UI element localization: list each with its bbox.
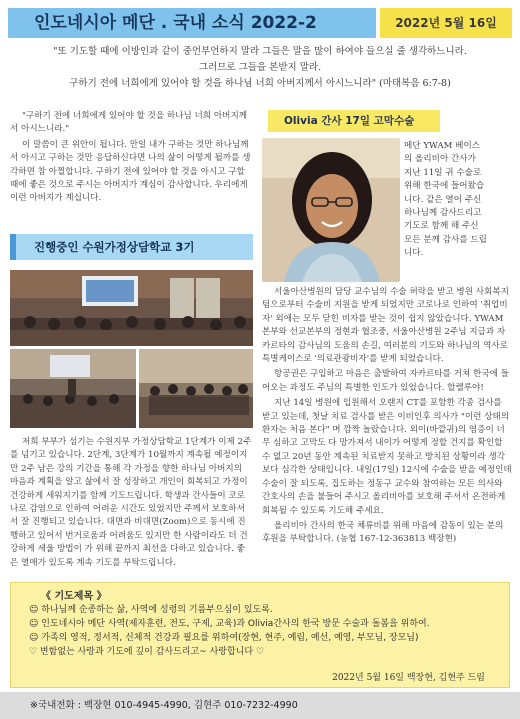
verse-line: "또 기도할 때에 이방인과 같이 중언부언하지 말라 그들은 말을 많이 하여야 들으실 줄 생각하느니라. <box>53 46 467 57</box>
title-bar <box>8 8 512 38</box>
olivia-paragraph: 항공권은 구입하고 마음은 출발하여 자카르타를 거쳐 한국에 들어오는 과정도 주님의 특별한 인도가 있었습니다. 할렐루야! <box>262 369 509 393</box>
school-text <box>10 436 253 570</box>
signature: 2022년 5월 16일 백장현, 김현주 드림 <box>332 673 485 683</box>
prayer-title: 《 기도제목 》 <box>41 591 107 602</box>
bible-verse <box>10 44 510 92</box>
olivia-paragraph: 서울아산병원의 담당 교수님의 수술 허락을 받고 병원 사회복지 팀으로부터 수술비 지원을 받게 되었지만 코로나로 인하여 '취업비자' 외에는 모두 닫힌 비자를 받는 것이 쉽지 않았습니다. YWAM 본부와 선교본부의 정현과 협조중, 서울아산병원 2주님 지급과 자카르타의 감사님의 도움의 손길, 여러분의 기도와 하나님의 역사로 특별케이스로 '의료관광비자'를 받게 되었습니다. <box>262 287 509 365</box>
school-photo-grid <box>10 270 253 428</box>
side-line: 니다. 같은 열어 주신 <box>404 194 482 205</box>
side-line: 의 올리비아 간사가 <box>404 154 476 165</box>
intro-paragraph: 이 말씀이 큰 위안이 됩니다. 만일 내가 구하는 것만 하나님께서 아시고 구하는 것만 응답하신다면 나의 삶이 어떻게 될까를 생각하면 참 아찔합니다. 구하기 전에 있어야 할 것을 아시고 구할 때에 좋은 것으로 주시는 아버지가 계심이 감사합니다. 우리에게 이런 아버지가 계십니다. <box>10 139 251 204</box>
prayer-item: ☺ 가족의 영적, 정서적, 신체적 건강과 필요를 위하여(장현, 현주, 예림, 예선, 예영, 부모님, 장모님) <box>29 633 419 643</box>
verse-line: 구하기 전에 너희에게 있어야 할 것을 하나님 너희 아버지께서 아시느니라" (마태복음 6:7-8) <box>69 78 451 89</box>
prayer-item: ☺ 하나님께 순종하는 삶, 사역에 성령의 기름부으심이 있도록. <box>29 605 273 615</box>
classroom-photo <box>10 270 253 346</box>
intro-quote: "구하기 전에 너희에게 있어야 할 것을 하나님 너희 아버지께서 아시느니라." <box>10 111 248 135</box>
side-line: 기도로 함께 해 주신 <box>404 221 479 232</box>
prayer-item: ♡ 변함없는 사랑과 기도에 깊이 감사드리고~ 사랑합니다 ♡ <box>29 647 264 657</box>
prayer-list <box>29 603 505 659</box>
school-section-heading: 진행중인 수원가정상담학교 3기 <box>10 234 253 260</box>
olivia-paragraph: 지난 14일 병원에 입원해서 오랜지 CT를 포함한 각종 검사를 받고 있는데, 첫날 치료 검사를 받은 이비인후 의사가 "이런 상태의 환자는 처음 본다" 며 깜짝 놀랐습니다. 외이(바깥귀)의 염증이 너무 심하고 고막도 다 망가져서 내이가 어떻게 정할 건지를 확인할 수 없고 20년 동안 계속된 치료받지 못하고 방치된 상황이라 생각보다 심각한 상태입니다. 내일(17일) 12시에 수술을 받을 예정인데 수술이 잘 되도록, 집도하는 정동구 교수와 참여하는 모든 의사와 간호사의 손을 붙들어 주시고 올리비아를 보호해 주셔서 온전하게 회복될 수 있도록 기도해 주세요. <box>262 398 512 516</box>
olivia-section-heading: Olivia 간사 17일 고막수술 <box>268 110 440 132</box>
side-line: 메단 YWAM 베이스 <box>404 141 481 151</box>
side-line: 모든 분께 감사를 드립 <box>404 234 487 245</box>
newsletter-title: 인도네시아 메단 . 국내 소식 2022-2 <box>8 8 376 38</box>
olivia-body-text <box>262 286 512 549</box>
left-column <box>10 110 253 572</box>
lecture-photo <box>10 349 136 428</box>
olivia-side-text <box>404 140 512 261</box>
prayer-item: ☺ 인도네시아 메단 사역(제자훈련, 전도, 구제, 교육)과 Olivia간사의 한국 방문 수술과 돌봄을 위하여. <box>29 619 430 629</box>
olivia-portrait-photo <box>262 138 400 282</box>
prayer-requests-box <box>10 582 510 688</box>
school-paragraph: 저희 부부가 섬기는 수원지부 가정상담학교 1단계가 이제 2주를 넘기고 있습니다. 2단계, 3단계가 10월까지 계속될 예정이지만 2주 남은 강의 기간을 통해 각 가정을 향한 하나님 아버지의 마음과 계획을 알고 삶에서 잘 성장하고 개인이 회복되고 가정이 건강하게 세워지기를 함께 기도드립니다. 학생과 간사들이 코로나로 감염으로 인하여 어려운 시간도 있었지만 주께서 보호하셔서 잘 진행되고 있습니다. 대면과 비대면(Zoom)으로 동시에 진행하고 있어서 번거로움과 어려움도 있지만 한 사람이라도 더 건강하게 세울 방법이 가 위해 끝까지 최선을 다하고 있습니다. 좋은 열매가 있도록 계속 기도를 부탁드립니다. <box>10 437 252 568</box>
newsletter-date: 2022년 5월 16일 <box>380 8 512 38</box>
intro-text <box>10 110 253 234</box>
side-line: 지난 11일 귀 수술로 <box>404 167 482 178</box>
verse-line: 그러므로 그들을 본받지 말라. <box>198 62 322 73</box>
side-line: 위해 한국에 들어왔습 <box>404 181 485 192</box>
right-column <box>262 110 512 545</box>
group-photo <box>139 349 253 428</box>
side-line: 니다. <box>404 248 424 259</box>
olivia-paragraph: 올리비아 간사의 한국 체류비를 위해 마음에 감동이 있는 분의 후원을 부탁합니다. (농협 167-12-363813 백장현) <box>262 520 504 545</box>
contact-bar: ※국내전화 : 백장현 010-4945-4990, 김현주 010-7232-4990 <box>0 692 520 719</box>
side-line: 하나님께 감사드리고 <box>404 208 482 219</box>
